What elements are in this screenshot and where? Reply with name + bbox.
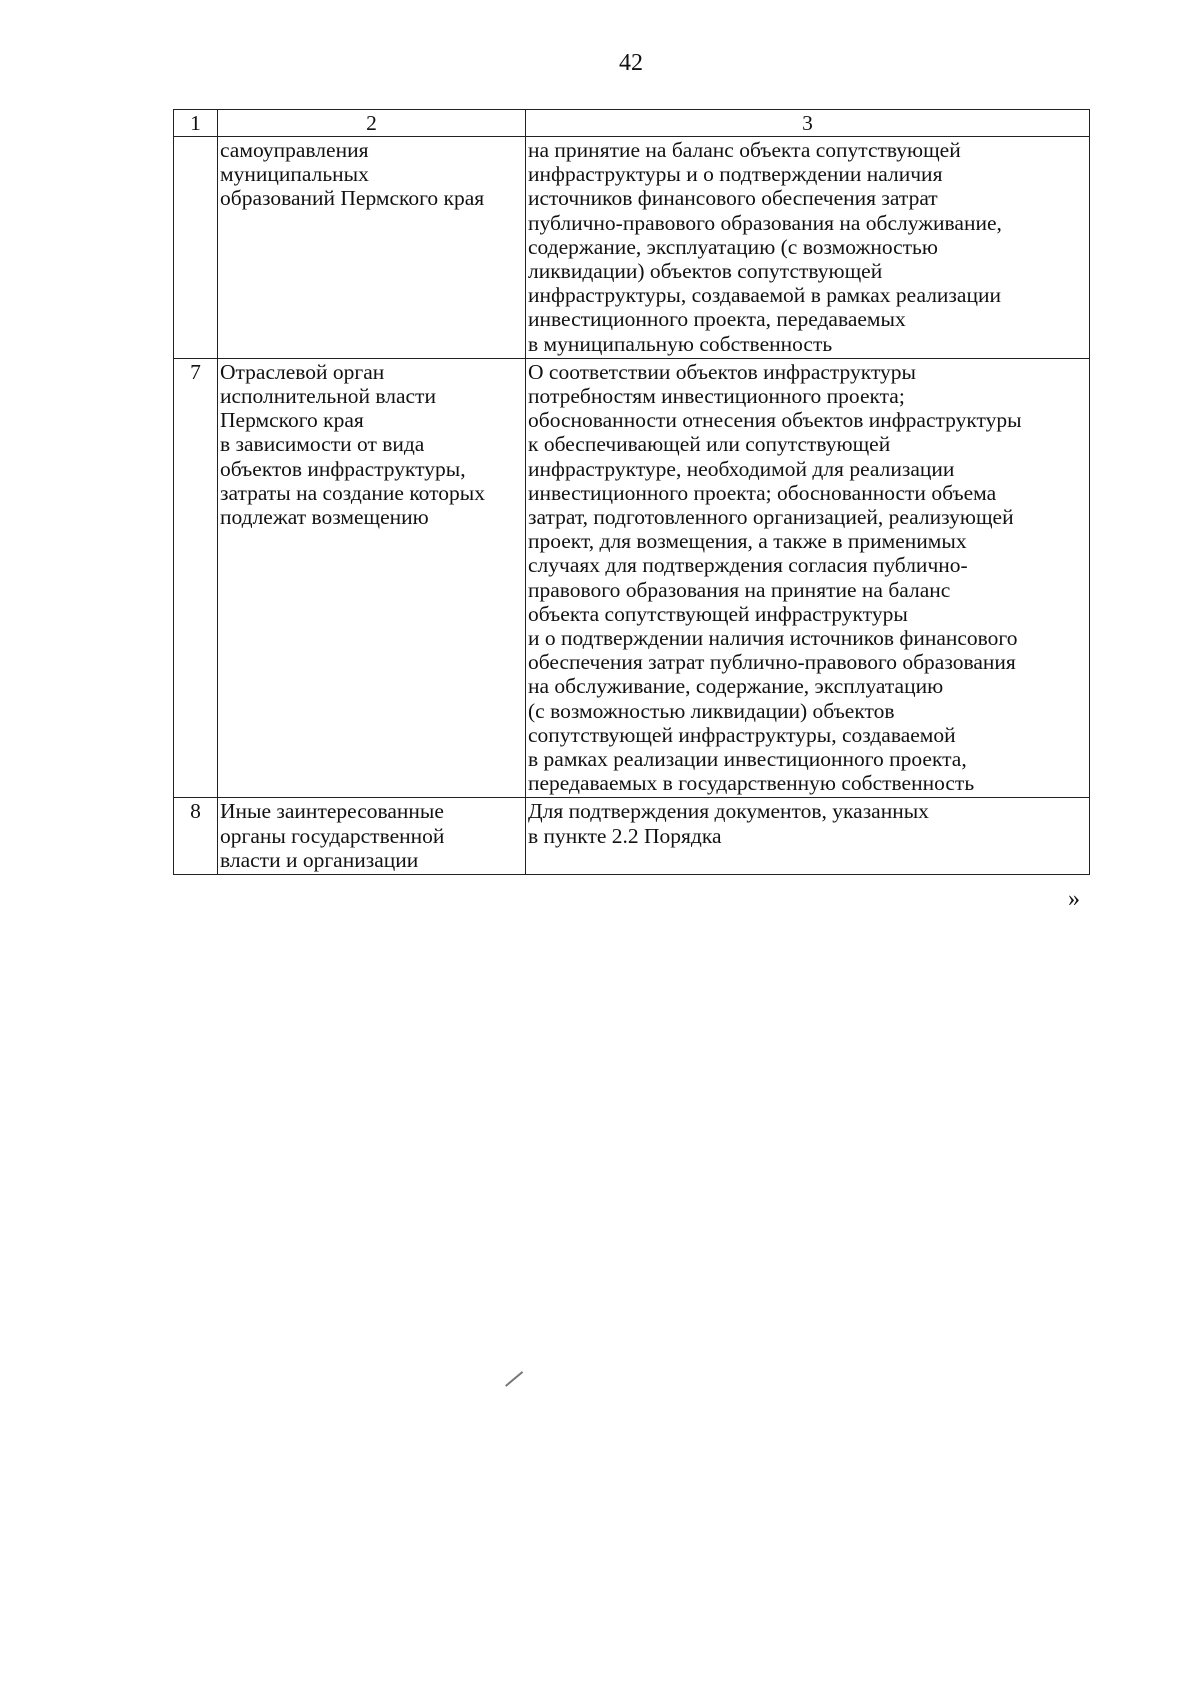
row-number bbox=[174, 137, 218, 359]
purpose-cell: Для подтверждения документов, указанных в пункте 2.2 Порядка bbox=[526, 798, 1090, 875]
purpose-cell: на принятие на баланс объекта сопутствующей инфраструктуры и о подтверждении наличия источников финансового обеспечения затрат публично-правового образования на обслуживание, содержание, эксплуатацию (с возможностью ликвидации) объектов сопутствующей инфраструктуры, создаваемой в рамках реализации инвестиционного проекта, передаваемых в муниципальную собственность bbox=[526, 137, 1090, 359]
column-header-1: 1 bbox=[174, 110, 218, 137]
organ-cell: Иные заинтересованные органы государственной власти и организации bbox=[218, 798, 526, 875]
column-header-3: 3 bbox=[526, 110, 1090, 137]
table-row bbox=[174, 798, 1090, 875]
table-header-row bbox=[174, 110, 1090, 137]
table-row bbox=[174, 137, 1090, 359]
closing-quote: » bbox=[1068, 886, 1080, 912]
organ-cell: самоуправления муниципальных образований Пермского края bbox=[218, 137, 526, 359]
row-number: 7 bbox=[174, 358, 218, 798]
table-row bbox=[174, 358, 1090, 798]
column-header-2: 2 bbox=[218, 110, 526, 137]
row-number: 8 bbox=[174, 798, 218, 875]
organ-cell: Отраслевой орган исполнительной власти Пермского края в зависимости от вида объектов инфраструктуры, затраты на создание которых подлежат возмещению bbox=[218, 358, 526, 798]
purpose-cell: О соответствии объектов инфраструктуры потребностям инвестиционного проекта; обоснованности отнесения объектов инфраструктуры к обеспечивающей или сопутствующей инфраструктуре, необходимой для реализации инвестиционного проекта; обоснованности объема затрат, подготовленного организацией, реализующей проект, для возмещения, а также в применимых случаях для подтверждения согласия публично- правового образования на принятие на баланс объекта сопутствующей инфраструктуры и о подтверждении наличия источников финансового обеспечения затрат публично-правового образования на обслуживание, содержание, эксплуатацию (с возможностью ликвидации) объектов сопутствующей инфраструктуры, создаваемой в рамках реализации инвестиционного проекта, передаваемых в государственную собственность bbox=[526, 358, 1090, 798]
page-number: 42 bbox=[619, 50, 643, 76]
scan-artifact-mark bbox=[505, 1371, 523, 1386]
document-table bbox=[173, 109, 1090, 875]
